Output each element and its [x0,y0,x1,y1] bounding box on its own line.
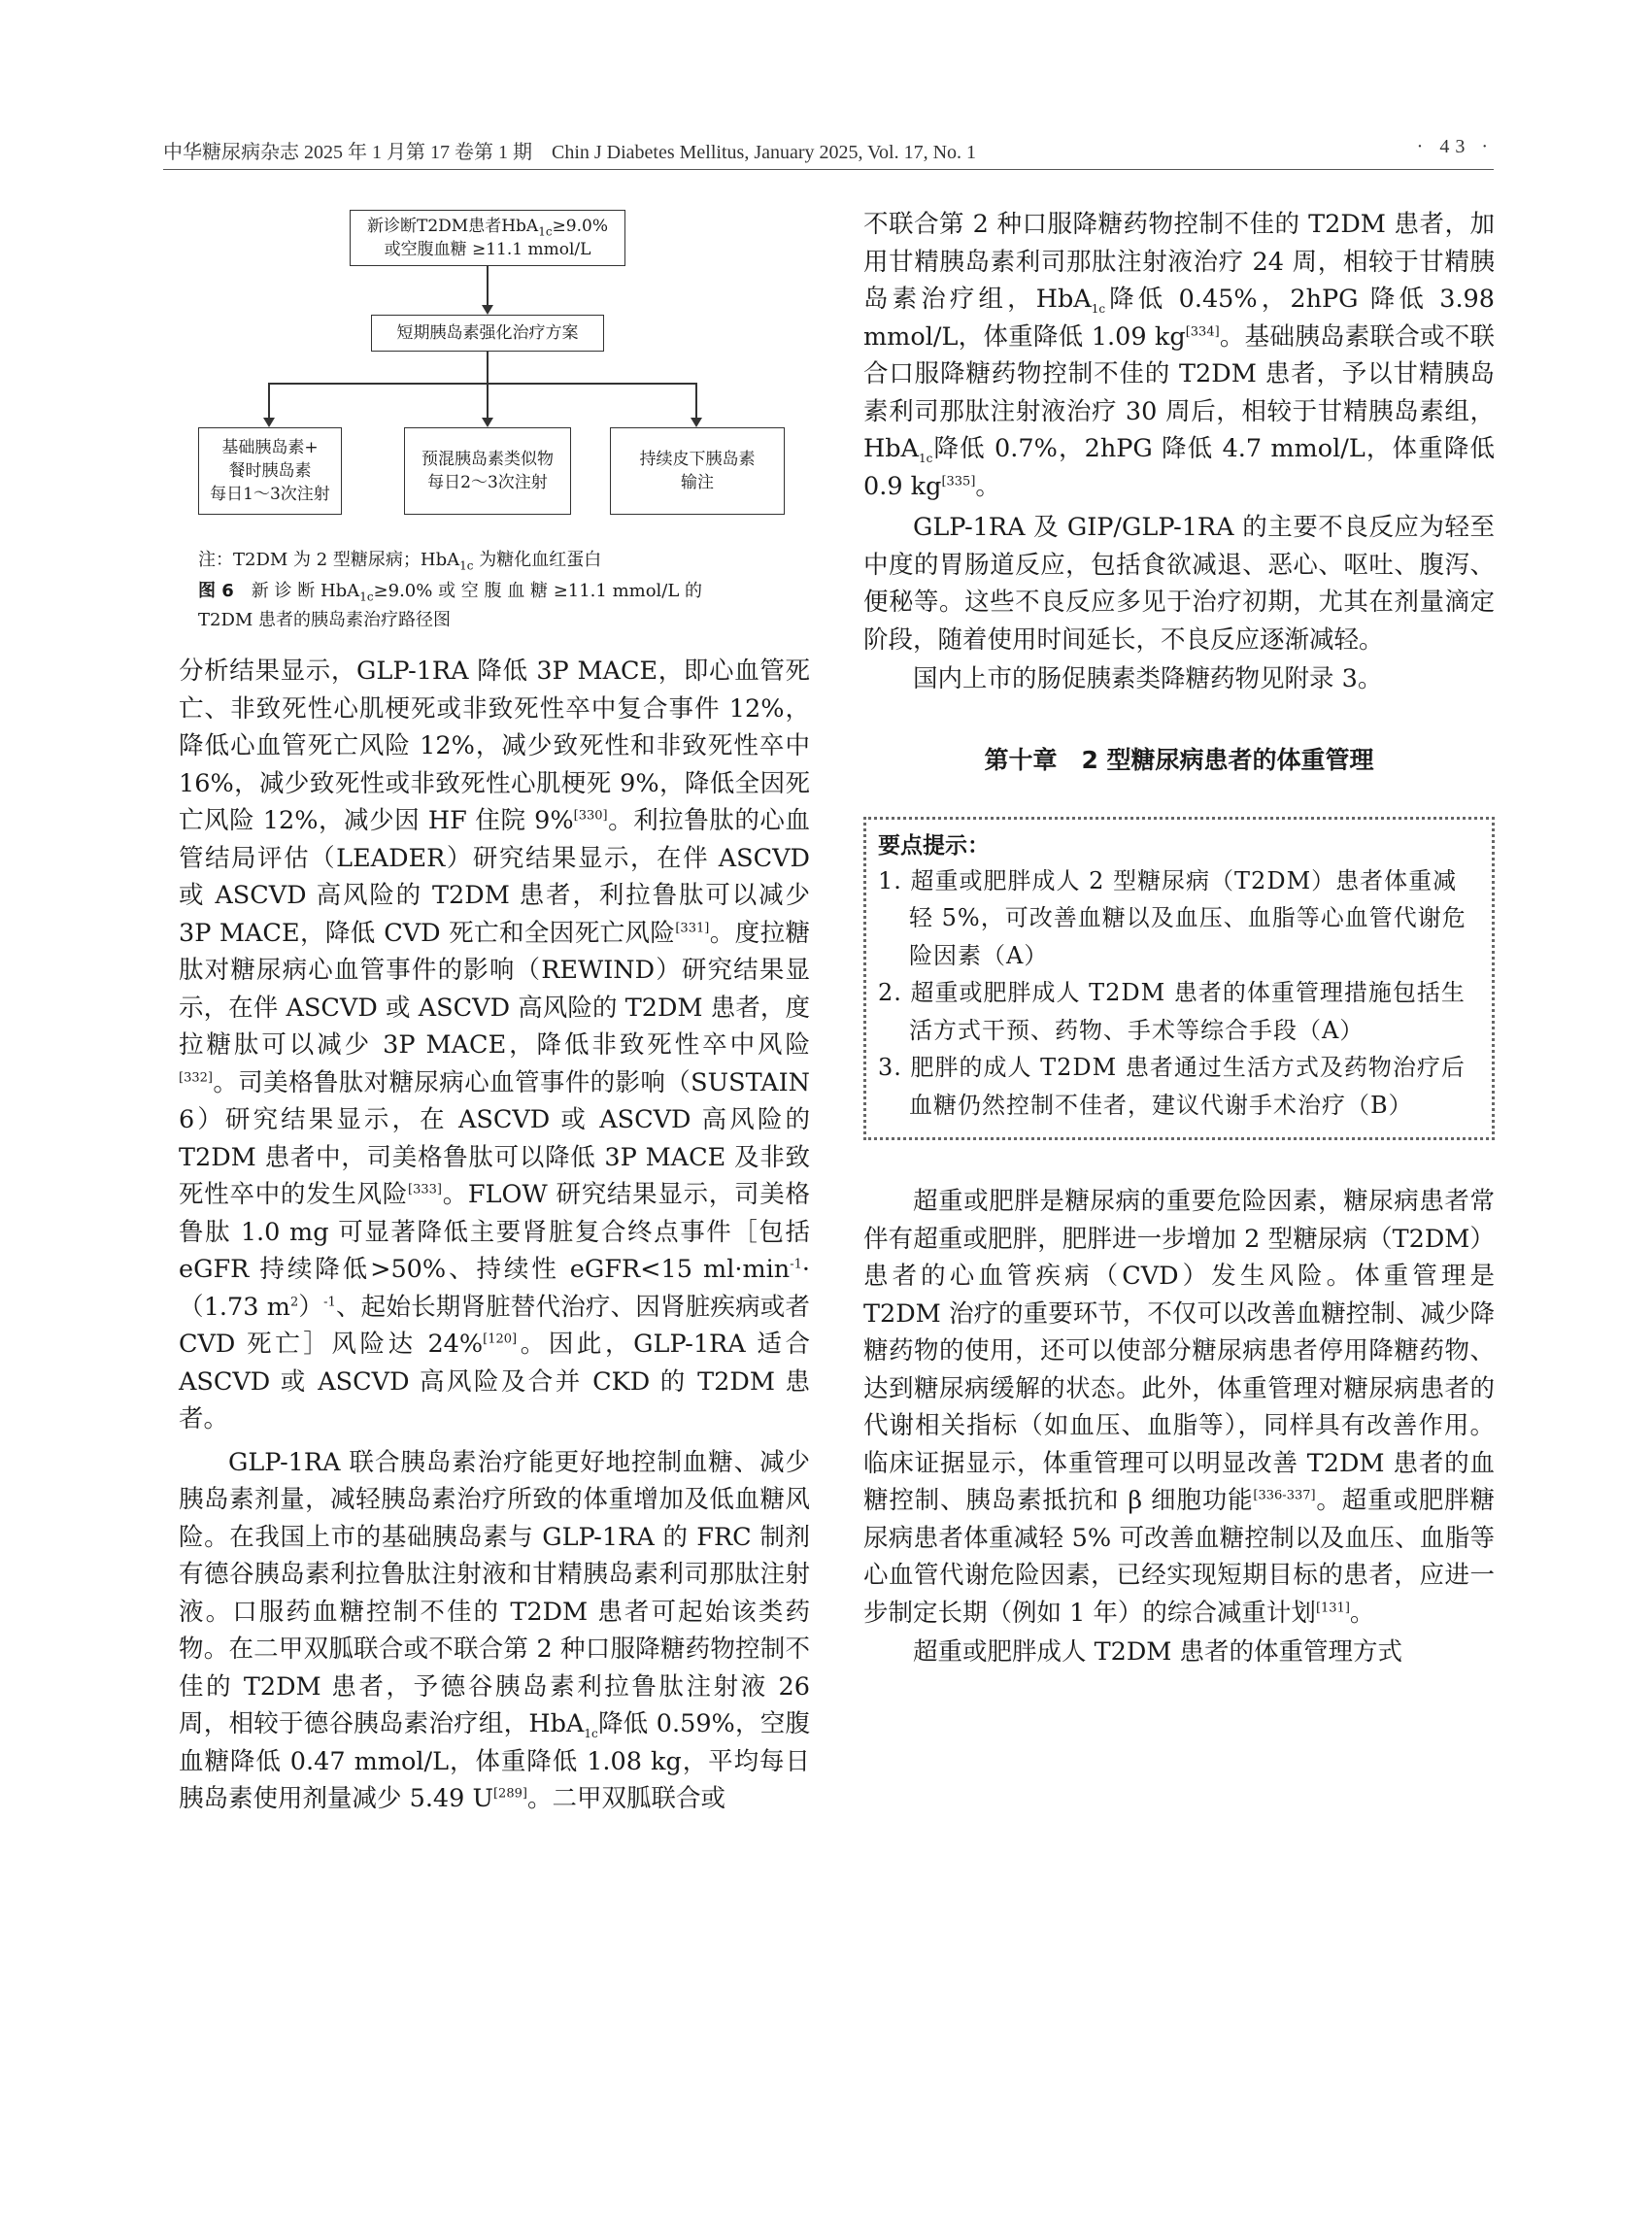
paragraph-iglarlixi: 不联合第 2 种口服降糖药物控制不佳的 T2DM 患者，加用甘精胰岛素利司那肽注射液治疗 24 周，相较于甘精胰岛素治疗组，HbA$_{1c}$降低 0.45%，2hPG 降低 3.98 mmol/L，体重降低 1.09 kg[334]。基础胰岛素联合或不联合口服降糖药物控制不佳的 T2DM 患者，予以甘精胰岛素利司那肽注射液治疗 30 周后，相较于甘精胰岛素组，HbA$_{1c}$降低 0.7%，2hPG 降低 4.7 mmol/L，体重降低 0.9 kg[335]。 [863,210,1495,501]
arrow-down-icon [482,305,493,315]
key-points-title: 要点提示： [878,832,990,859]
connector-line [268,383,696,385]
paragraph-frc-combination: GLP-1RA 联合胰岛素治疗能更好地控制血糖、减少胰岛素剂量，减轻胰岛素治疗所致的体重增加及低血糖风险。在我国上市的基础胰岛素与 GLP-1RA 的 FRC 制剂有德谷胰岛素利拉鲁肽注射液和甘精胰岛素利司那肽注射液。口服药血糖控制不佳的 T2DM 患者可起始该类药物。在二甲双胍联合或不联合第 2 种口服降糖药物控制不佳的 T2DM 患者，予德谷胰岛素利拉鲁肽注射液 26 周，相较于德谷胰岛素治疗组，HbA$_{1c}$降低 0.59%，空腹血糖降低 0.47 mmol/L，体重降低 1.08 kg，平均每日胰岛素使用剂量减少 5.49 U[289]。二甲双胍联合或 [179,1447,810,1813]
arrow-down-icon [263,418,275,427]
connector-line [487,266,489,309]
flow-box-premixed: 预混胰岛素类似物 每日2～3次注射 [404,427,571,515]
connector-line [487,352,489,383]
chapter-title: 第十章 2 型糖尿病患者的体重管理 [984,745,1374,774]
connector-line [268,383,270,420]
flow-box-basal-bolus: 基础胰岛素+ 餐时胰岛素 每日1～3次注射 [198,427,342,515]
paragraph-adverse-effects: GLP-1RA 及 GIP/GLP-1RA 的主要不良反应为轻至中度的胃肠道反应，包括食欲减退、恶心、呕吐、腹泻、便秘等。这些不良反应多见于治疗初期，尤其在剂量滴定阶段，随着使用时间延长，不良反应逐渐减轻。 [863,513,1495,655]
key-point-item: 2. 超重或肥胖成人 T2DM 患者的体重管理措施包括生活方式干预、药物、手术等综合手段（A） [878,979,1466,1044]
flow-box-diagnosis: 新诊断T2DM患者HbA$_{1c}$≥9.0% 或空腹血糖 ≥11.1 mmol/L [350,210,625,266]
running-header [163,136,1494,170]
paragraph-appendix-ref: 国内上市的肠促胰素类降糖药物见附录 3。 [913,664,1383,693]
journal-citation: 中华糖尿病杂志 2025 年 1 月第 17 卷第 1 期 Chin J Diabetes Mellitus, January 2025, Vol. 17, No. 1 [163,142,977,163]
connector-line [695,383,697,420]
insulin-pathway-flowchart [179,194,810,534]
key-point-item: 3. 肥胖的成人 T2DM 患者通过生活方式及药物治疗后血糖仍然控制不佳者，建议代谢手术治疗（B） [878,1054,1466,1119]
arrow-down-icon [482,418,493,427]
figure-caption: 图 6 新 诊 断 HbA$_{1c}$≥9.0% 或 空 腹 血 糖 ≥11.1 mmol/L 的 T2DM 患者的胰岛素治疗路径图 [198,581,703,630]
key-points-box [863,817,1495,1141]
key-point-item: 1. 超重或肥胖成人 2 型糖尿病（T2DM）患者体重减轻 5%，可改善血糖以及血压、血脂等心血管代谢危险因素（A） [878,866,1467,969]
right-column [863,194,1495,1671]
arrow-down-icon [691,418,702,427]
flow-box-intensive-plan: 短期胰岛素强化治疗方案 [371,315,604,352]
left-column [179,194,810,1818]
figure-note: 注：T2DM 为 2 型糖尿病；HbA$_{1c}$ 为糖化血红蛋白 [198,550,602,573]
page-number: · 43 · [1416,136,1494,157]
paragraph-weight-methods: 超重或肥胖成人 T2DM 患者的体重管理方式 [913,1637,1402,1667]
flow-box-csii: 持续皮下胰岛素 输注 [610,427,785,515]
paragraph-weight-management: 超重或肥胖是糖尿病的重要危险因素，糖尿病患者常伴有超重或肥胖，肥胖进一步增加 2 型糖尿病（T2DM）患者的心血管疾病（CVD）发生风险。体重管理是 T2DM 治疗的重要环节，不仅可以改善血糖控制、减少降糖药物的使用，还可以使部分糖尿病患者停用降糖药物、达到糖尿病缓解的状态。此外，体重管理对糖尿病患者的代谢相关指标（如血压、血脂等），同样具有改善作用。临床证据显示，体重管理可以明显改善 T2DM 患者的血糖控制、胰岛素抵抗和 β 细胞功能[336-337]。超重或肥胖糖尿病患者体重减轻 5% 可改善血糖控制以及血压、血脂等心血管代谢危险因素，已经实现短期目标的患者，应进一步制定长期（例如 1 年）的综合减重计划[131]。 [863,1187,1495,1628]
connector-line [487,383,489,420]
paragraph-glp1ra-outcomes: 分析结果显示，GLP-1RA 降低 3P MACE，即心血管死亡、非致死性心肌梗死或非致死性卒中复合事件 12%，降低心血管死亡风险 12%，减少致死性和非致死性卒中 16%，减少致死性或非致死性心肌梗死 9%，降低全因死亡风险 12%，减少因 HF 住院 9%[330]。利拉鲁肽的心血管结局评估（LEADER）研究结果显示，在伴 ASCVD 或 ASCVD 高风险的 T2DM 患者，利拉鲁肽可以减少 3P MACE，降低 CVD 死亡和全因死亡风险[331]。度拉糖肽对糖尿病心血管事件的影响（REWIND）研究结果显示，在伴 ASCVD 或 ASCVD 高风险的 T2DM 患者，度拉糖肽可以减少 3P MACE，降低非致死性卒中风险[332]。司美格鲁肽对糖尿病心血管事件的影响（SUSTAIN 6）研究结果显示，在 ASCVD 或 ASCVD 高风险的 T2DM 患者中，司美格鲁肽可以降低 3P MACE 及非致死性卒中的发生风险[333]。FLOW 研究结果显示，司美格鲁肽 1.0 mg 可显著降低主要肾脏复合终点事件［包括 eGFR 持续降低>50%、持续性 eGFR<15 $ml\cdot\min^{-1}\cdot(1.73$ $m^2)^{-1}$、起始长期肾脏替代治疗、因肾脏疾病或者 CVD 死亡］风险达 24%[120]。因此，GLP-1RA 适合 ASCVD 或 ASCVD 高风险及合并 CKD 的 T2DM 患者。 [179,657,810,1433]
